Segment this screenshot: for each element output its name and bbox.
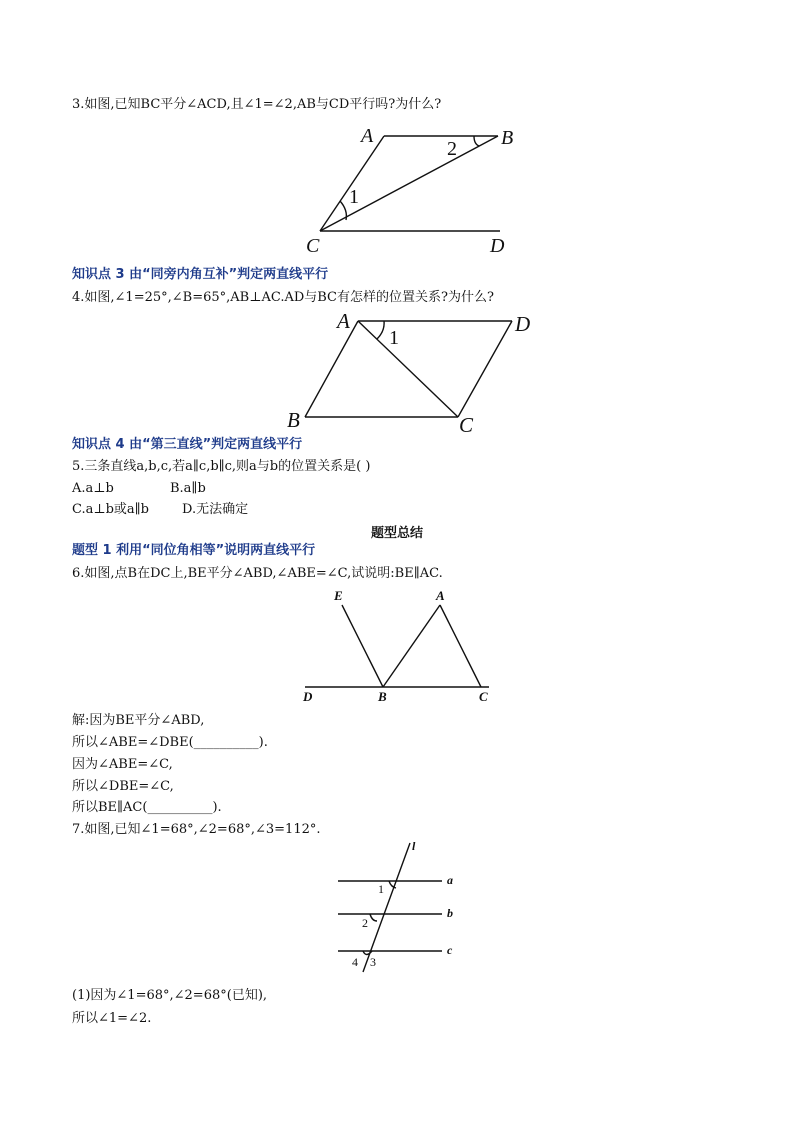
- point-e-label: E: [334, 588, 343, 603]
- knowledge-point-3-heading: 知识点 3 由“同旁内角互补”判定两直线平行: [72, 267, 329, 282]
- option-a: A.a⊥b: [72, 481, 114, 496]
- angle-2-label: 2: [447, 138, 457, 160]
- point-b-label: B: [287, 408, 300, 432]
- q6-solution-line-3: 因为∠ABE=∠C,: [72, 757, 173, 772]
- point-c-label: C: [459, 413, 474, 437]
- point-d-label: D: [303, 689, 313, 704]
- point-b-label: B: [501, 127, 514, 149]
- angle-1-label: 1: [389, 327, 399, 349]
- question-6-text: 6.如图,点B在DC上,BE平分∠ABD,∠ABE=∠C,试说明:BE∥AC.: [72, 566, 443, 581]
- q6-solution-line-2: 所以∠ABE=∠DBE(__________).: [72, 735, 268, 750]
- q7-solution-line-2: 所以∠1=∠2.: [72, 1011, 152, 1026]
- line-c-label: c: [447, 943, 453, 957]
- q7-solution-line-1: (1)因为∠1=68°,∠2=68°(已知),: [72, 988, 268, 1003]
- question-7-text: 7.如图,已知∠1=68°,∠2=68°,∠3=112°.: [72, 822, 321, 837]
- question-4-text: 4.如图,∠1=25°,∠B=65°,AB⊥AC.AD与BC有怎样的位置关系?为什么?: [72, 290, 494, 305]
- point-c-label: C: [479, 689, 488, 704]
- q6-solution-line-1: 解:因为BE平分∠ABD,: [72, 713, 205, 728]
- q6-solution-line-5: 所以BE∥AC(__________).: [72, 800, 222, 815]
- option-c: C.a⊥b或a∥b: [72, 502, 149, 517]
- line-b-label: b: [447, 906, 453, 920]
- option-d: D.无法确定: [182, 502, 249, 517]
- summary-title: 题型总结: [370, 526, 423, 541]
- point-b-label: B: [378, 689, 387, 704]
- angle-4-label: 4: [352, 955, 358, 969]
- point-d-label: D: [515, 312, 531, 336]
- question-5-text: 5.三条直线a,b,c,若a∥c,b∥c,则a与b的位置关系是( ): [72, 459, 371, 474]
- angle-3-label: 3: [370, 955, 376, 969]
- angle-2-label: 2: [362, 916, 368, 930]
- point-d-label: D: [490, 235, 505, 257]
- line-a-label: a: [447, 873, 453, 887]
- option-b: B.a∥b: [170, 481, 206, 496]
- point-a-label: A: [337, 309, 350, 333]
- angle-1-label: 1: [349, 186, 359, 208]
- angle-2-arc: [370, 914, 377, 921]
- angle-1-label: 1: [378, 882, 384, 896]
- point-a-label: A: [361, 125, 374, 147]
- point-c-label: C: [306, 235, 320, 257]
- point-a-label: A: [436, 588, 445, 603]
- type-1-heading: 题型 1 利用“同位角相等”说明两直线平行: [72, 543, 316, 558]
- q6-solution-line-4: 所以∠DBE=∠C,: [72, 779, 174, 794]
- knowledge-point-4-heading: 知识点 4 由“第三直线”判定两直线平行: [72, 437, 303, 452]
- line-l-label: l: [412, 839, 416, 853]
- question-3-text: 3.如图,已知BC平分∠ACD,且∠1=∠2,AB与CD平行吗?为什么?: [72, 97, 442, 112]
